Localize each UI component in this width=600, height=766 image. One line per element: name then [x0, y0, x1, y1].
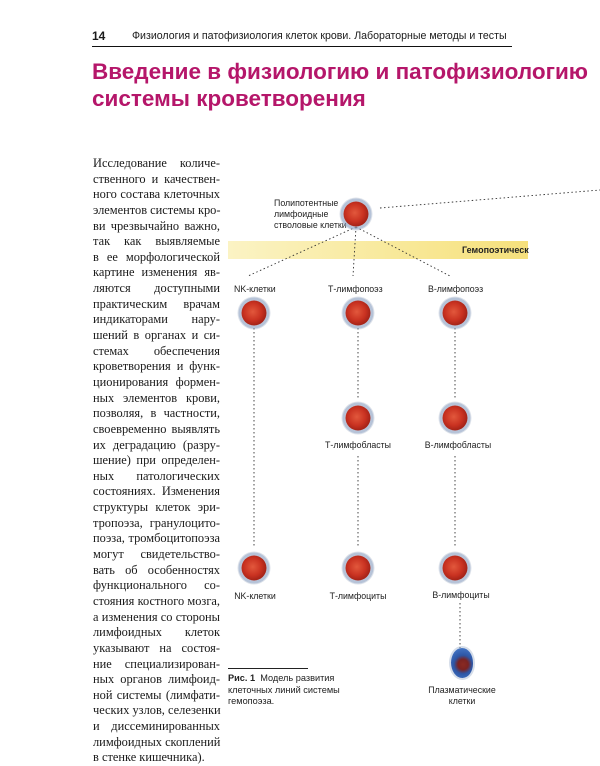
- body-text-line: поэза, тромбоцитопоэза: [93, 531, 220, 546]
- connector-stem-right: [380, 190, 600, 208]
- body-text-line: лимфоидных скоплений: [93, 734, 221, 749]
- chapter-title-line: системы кроветворения: [92, 86, 366, 111]
- b-lymphopoiesis-label: В-лимфопоэз: [428, 284, 484, 294]
- body-text-line: ческих узлов, селезенки: [93, 703, 221, 718]
- body-text-line: ного состава клеточных: [93, 187, 220, 202]
- connector-stem-nk: [248, 227, 356, 276]
- body-text-line: ных патологических: [93, 468, 220, 483]
- body-text-line: стемах обеспечения: [93, 343, 220, 358]
- caption-line: клеточных линий системы: [228, 684, 340, 695]
- figure-label: Рис. 1: [228, 673, 256, 683]
- body-text-line: картине изменения яв-: [93, 265, 220, 280]
- connector-stem-t: [353, 227, 356, 276]
- t-progenitor-cell: [346, 301, 371, 326]
- b-lymphoblast-cell: [443, 406, 468, 431]
- nk-cells-bottom-label: NK-клетки: [234, 591, 276, 601]
- body-text-line: их деградацию (разру-: [93, 437, 220, 452]
- body-text-line: ционирования формен-: [93, 374, 220, 389]
- diagram-connectors: [228, 178, 600, 718]
- chapter-title: [92, 58, 589, 112]
- band-label: Гемопоэтическ: [462, 245, 529, 255]
- body-text-line: шений в органах и си-: [93, 328, 220, 343]
- caption-line: гемопоэза.: [228, 696, 275, 706]
- body-text-line: элементов системы кро-: [93, 202, 221, 217]
- body-text-line: в стенке кишечника).: [93, 750, 205, 765]
- body-text-line: ви чрезвычайно важно,: [93, 218, 220, 233]
- body-text-line: ственного и качествен-: [93, 171, 220, 186]
- book-title: Физиология и патофизиология клеток крови. Лабораторные методы и тесты: [132, 30, 507, 42]
- body-text-line: в ее морфологической: [93, 249, 220, 264]
- b-progenitor-cell: [443, 301, 468, 326]
- nk-progenitor-cell: [242, 301, 267, 326]
- body-text-line: состояниях. Изменения: [93, 484, 220, 499]
- body-text-line: Исследование количе-: [93, 156, 220, 170]
- nk-cells-top-label: NK-клетки: [234, 284, 276, 294]
- body-text-line: и диссеминированных: [93, 719, 220, 734]
- t-lymphocytes-label: Т-лимфоциты: [329, 591, 387, 601]
- body-text-line: шение) при определен-: [93, 453, 220, 468]
- lymphopoiesis-diagram: [228, 178, 600, 718]
- nk-cell: [242, 556, 267, 581]
- body-text-line: вать об особенностях: [93, 562, 220, 577]
- body-text-line: ние специализирован-: [93, 656, 220, 671]
- body-text-line: ной системы (лимфати-: [93, 687, 220, 702]
- page-number: 14: [92, 29, 106, 43]
- body-text-line: ных органов лимфоид-: [93, 672, 220, 687]
- body-text-line: тропоэза, гранулоцито-: [93, 515, 220, 530]
- body-text-line: практическим врачам: [93, 296, 220, 311]
- body-text-line: структуры клеток эри-: [93, 500, 220, 515]
- body-text-line: ляются доступными: [93, 281, 220, 296]
- running-header: [92, 26, 512, 47]
- caption-line: Рис. 1 Модель развития: [228, 673, 335, 683]
- body-text-line: позволяя, в частности,: [93, 406, 220, 421]
- body-text-line: функционального со-: [93, 578, 220, 593]
- stem-cell-label: Полипотентные лимфоидные стволовые клетки: [274, 198, 347, 230]
- body-text-line: так как выявляемые: [93, 234, 220, 249]
- b-lymphocyte-cell: [443, 556, 468, 581]
- b-lymphocytes-label: В-лимфоциты: [432, 590, 490, 600]
- body-paragraph: [93, 156, 220, 766]
- plasma-cell: [451, 648, 473, 678]
- body-text-line: лимфоидных клеток: [93, 625, 220, 640]
- figure-caption: [228, 668, 340, 708]
- body-text-line: ных элементов крови,: [93, 390, 220, 405]
- t-lymphopoiesis-label: Т-лимфопоэз: [328, 284, 383, 294]
- t-lymphocyte-cell: [346, 556, 371, 581]
- body-text-line: указывают на состоя-: [93, 640, 220, 655]
- body-text-line: кроветворения и функ-: [93, 359, 220, 374]
- body-text-line: могут свидетельство-: [93, 547, 220, 562]
- body-text-line: а изменения со стороны: [93, 609, 220, 624]
- body-text-line: своевременно выявлять: [93, 421, 220, 436]
- body-text-line: индикаторами нару-: [93, 312, 220, 327]
- stem-cell: [344, 202, 369, 227]
- connector-stem-b: [356, 227, 450, 276]
- plasma-cells-label: Плазматические клетки: [428, 685, 496, 706]
- chapter-title-line: Введение в физиологию и патофизиологию: [92, 59, 589, 84]
- body-text-line: стояния костного мозга,: [93, 593, 220, 608]
- t-lymphoblast-cell: [346, 406, 371, 431]
- b-lymphoblasts-label: В-лимфобласты: [424, 440, 492, 450]
- t-lymphoblasts-label: Т-лимфобласты: [325, 440, 391, 450]
